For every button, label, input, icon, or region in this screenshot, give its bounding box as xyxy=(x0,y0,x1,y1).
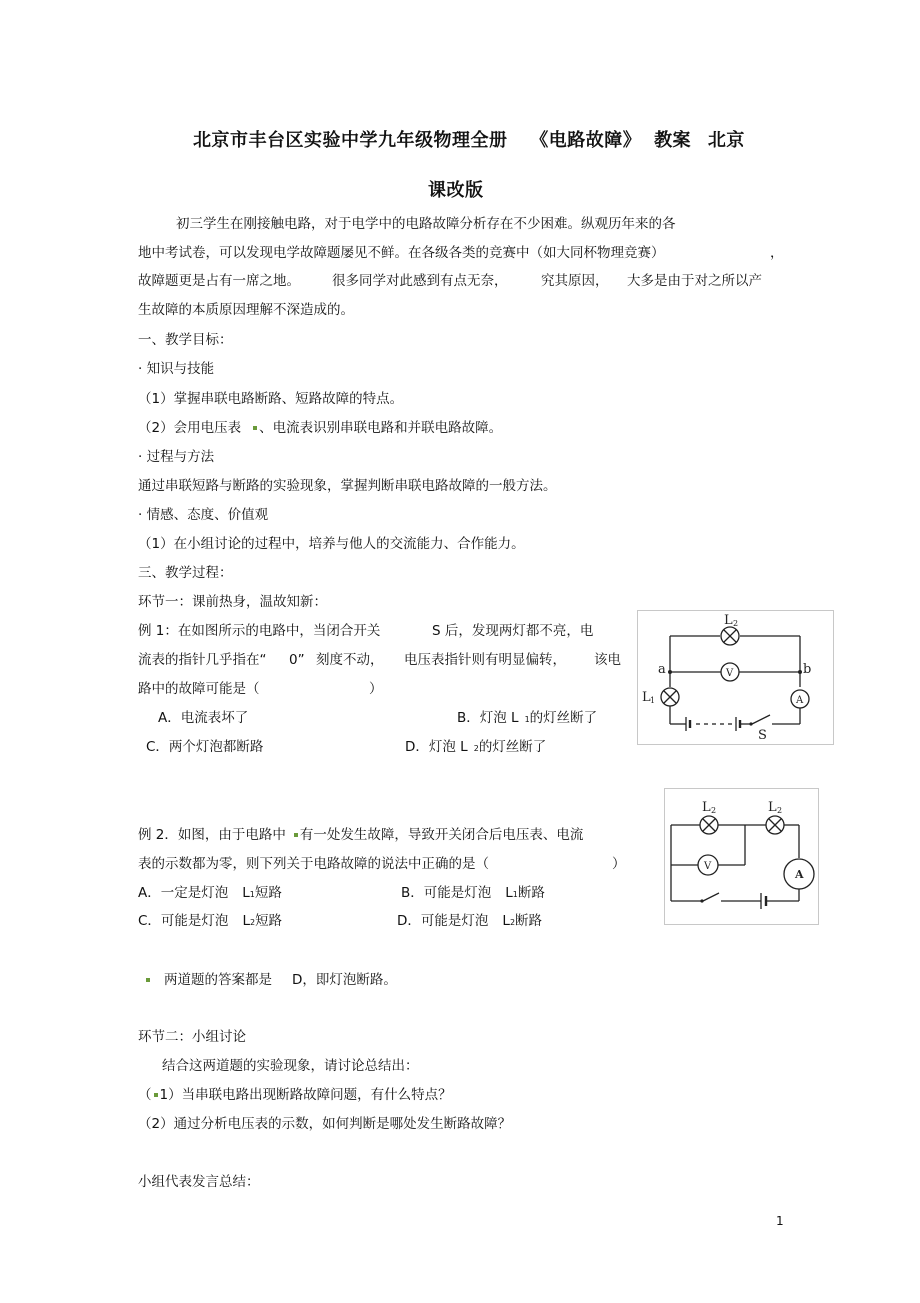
fig2-label-L2-right: L xyxy=(768,800,777,815)
ex2-line1-part2: 有一处发生故障，导致开关闭合后电压表、电流 xyxy=(299,827,584,843)
ex1-line2b: 0” xyxy=(289,652,305,668)
node-a-dot xyxy=(668,670,672,674)
node-b-dot xyxy=(798,670,802,674)
ex1-line2d: 电压表指针则有明显偏转， xyxy=(404,652,566,668)
ex2-option-c-lamp: L xyxy=(242,913,250,929)
ex1-option-b-sub: 1 xyxy=(524,715,530,724)
intro-line-3a: 故障题更是占有一席之地。 xyxy=(138,273,300,289)
ex1-option-d-part1: D．灯泡 L xyxy=(405,739,468,755)
page-number: 1 xyxy=(776,1214,784,1228)
ex2-option-b-lamp: L xyxy=(505,885,513,901)
answer-line xyxy=(144,971,397,989)
ex1-option-d-part2: 的灯丝断了 xyxy=(478,739,547,755)
ex2-option-d-lamp: L xyxy=(502,913,510,929)
ex2-option-c-sub: 2 xyxy=(249,918,256,927)
intro-line-3c: 究其原因， xyxy=(541,273,609,289)
ex1-line1a: 例 1：在如图所示的电路中，当闭合开关 xyxy=(138,623,381,639)
goals-heading: 一、教学目标： xyxy=(138,332,233,348)
goal-process: · 过程与方法 xyxy=(138,449,215,465)
fig1-switch-label: S xyxy=(758,728,767,743)
stage2-question-1 xyxy=(138,1086,452,1104)
fig1-label-a: a xyxy=(658,662,666,677)
fig1-label-L2-sub: 2 xyxy=(733,619,739,628)
ex2-line2b: ） xyxy=(612,856,626,872)
answer-part1: 两道题的答案都是 xyxy=(164,972,272,988)
circuit-figure-2 xyxy=(664,788,819,925)
ex1-option-d-sub: 2 xyxy=(473,744,479,753)
ex2-option-c-part1: C．可能是灯泡 xyxy=(138,913,229,929)
fig2-label-L2-left: L xyxy=(702,800,711,815)
fig2-label-L2-right-sub: 2 xyxy=(777,806,783,815)
ex1-option-b-part1: B．灯泡 L xyxy=(457,710,519,726)
ex2-option-d-sub: 2 xyxy=(509,918,516,927)
stage2-q1-open: （ xyxy=(138,1087,152,1103)
goal-e1: （1）在小组讨论的过程中，培养与他人的交流能力、合作能力。 xyxy=(138,536,525,552)
intro-line-2-comma: ， xyxy=(770,245,784,261)
ex1-option-a: A．电流表坏了 xyxy=(158,710,249,726)
goal-emotion: · 情感、态度、价值观 xyxy=(138,507,269,523)
fig1-voltmeter-label: V xyxy=(726,668,734,679)
circuit-figure-1 xyxy=(637,610,834,745)
goal-knowledge: · 知识与技能 xyxy=(138,361,215,377)
goal-k2 xyxy=(138,419,502,437)
intro-line-2: 地中考试卷，可以发现电学故障题屡见不鲜。在各级各类的竞赛中（如大同杯物理竞赛） xyxy=(138,245,665,261)
fig2-label-L2-left-sub: 2 xyxy=(711,806,717,815)
ex2-option-b xyxy=(401,884,545,904)
goal-k1: （1）掌握串联电路断路、短路故障的特点。 xyxy=(138,391,404,407)
fig2-voltmeter-label: V xyxy=(704,861,712,872)
stage1-heading: 环节一：课前热身，温故知新： xyxy=(138,594,327,610)
ex1-line2c: 刻度不动， xyxy=(316,652,384,668)
ex2-line2a: 表的示数都为零，则下列关于电路故障的说法中正确的是（ xyxy=(138,856,489,872)
title-part-4: 北京 xyxy=(707,130,745,151)
title-part-2: 《电路故障》 xyxy=(530,130,642,151)
ex1-option-b-part2: 的灯丝断了 xyxy=(529,710,598,726)
goal-p1: 通过串联短路与断路的实验现象，掌握判断串联电路故障的一般方法。 xyxy=(138,478,557,494)
ex2-option-d-part2: 断路 xyxy=(515,913,543,929)
title-part-1: 北京市丰台区实验中学九年级物理全册 xyxy=(193,130,508,151)
intro-line-3d: 大多是由于对之所以产 xyxy=(627,273,762,289)
page-title xyxy=(193,126,745,152)
stage2-question-2: （2）通过分析电压表的示数，如何判断是哪处发生断路故障？ xyxy=(138,1116,512,1132)
goal-k2-part2: 、电流表识别串联电路和并联电路故障。 xyxy=(259,420,503,436)
stage2-heading: 环节二：小组讨论 xyxy=(138,1029,246,1045)
ex1-line3a: 路中的故障可能是（ xyxy=(138,681,260,697)
stage2-q1-text: 1）当串联电路出现断路故障问题，有什么特点？ xyxy=(159,1087,452,1103)
process-heading: 三、教学过程： xyxy=(138,565,233,581)
ex1-line3b: ） xyxy=(369,681,383,697)
ex2-option-a-lamp: L xyxy=(242,885,250,901)
ex2-option-a-sub: 1 xyxy=(249,890,255,899)
ex2-option-a-part1: A．一定是灯泡 xyxy=(138,885,229,901)
ex2-option-b-sub: 1 xyxy=(512,890,518,899)
answer-part2: D，即灯泡断路。 xyxy=(292,972,397,988)
ex2-option-c-part2: 短路 xyxy=(255,913,283,929)
fig1-label-L1: L xyxy=(642,690,651,705)
bullet-mark xyxy=(146,978,150,982)
ex1-line1b: S 后，发现两灯都不亮，电 xyxy=(432,623,594,639)
ex2-line1 xyxy=(138,826,583,844)
fig1-label-L1-sub: 1 xyxy=(650,696,656,705)
intro-line-4: 生故障的本质原因理解不深造成的。 xyxy=(138,302,354,318)
stage2-summary: 小组代表发言总结： xyxy=(138,1174,260,1190)
switch-pivot-dot xyxy=(700,899,703,902)
intro-line-1: 初三学生在刚接触电路，对于电学中的电路故障分析存在不少困难。纵观历年来的各 xyxy=(176,216,676,232)
ex2-option-a xyxy=(138,884,282,904)
fig1-label-b: b xyxy=(803,662,812,677)
ex2-line1-part1: 例 2．如图，由于电路中 xyxy=(138,827,286,843)
switch-pivot-dot xyxy=(749,722,752,725)
title-part-3: 教案 xyxy=(654,130,692,151)
ex1-line2a: 流表的指针几乎指在“ xyxy=(138,652,267,668)
ex2-option-d xyxy=(397,912,542,932)
ex2-option-c xyxy=(138,912,282,932)
ex1-line2e: 该电 xyxy=(594,652,621,668)
ex1-option-c: C．两个灯泡都断路 xyxy=(146,739,264,755)
bullet-mark xyxy=(253,426,257,430)
fig1-ammeter-label: A xyxy=(796,695,804,706)
ex1-option-d xyxy=(405,738,546,758)
ex2-option-b-part2: 断路 xyxy=(517,885,545,901)
page-title-line2: 课改版 xyxy=(428,180,484,201)
bullet-mark xyxy=(154,1093,158,1097)
fig2-ammeter-label: A xyxy=(795,868,804,881)
ex1-option-b xyxy=(457,709,597,729)
ex2-option-d-part1: D．可能是灯泡 xyxy=(397,913,489,929)
circuit-diagram-1 xyxy=(638,611,833,744)
ex2-option-b-part1: B．可能是灯泡 xyxy=(401,885,492,901)
intro-line-3b: 很多同学对此感到有点无奈， xyxy=(332,273,508,289)
fig1-label-L2: L xyxy=(724,613,733,628)
ex2-option-a-part2: 短路 xyxy=(254,885,282,901)
bullet-mark xyxy=(294,833,298,837)
goal-k2-part1: （2）会用电压表 xyxy=(138,420,242,436)
stage2-intro: 结合这两道题的实验现象，请讨论总结出： xyxy=(162,1058,419,1074)
circuit-diagram-2 xyxy=(665,789,818,924)
